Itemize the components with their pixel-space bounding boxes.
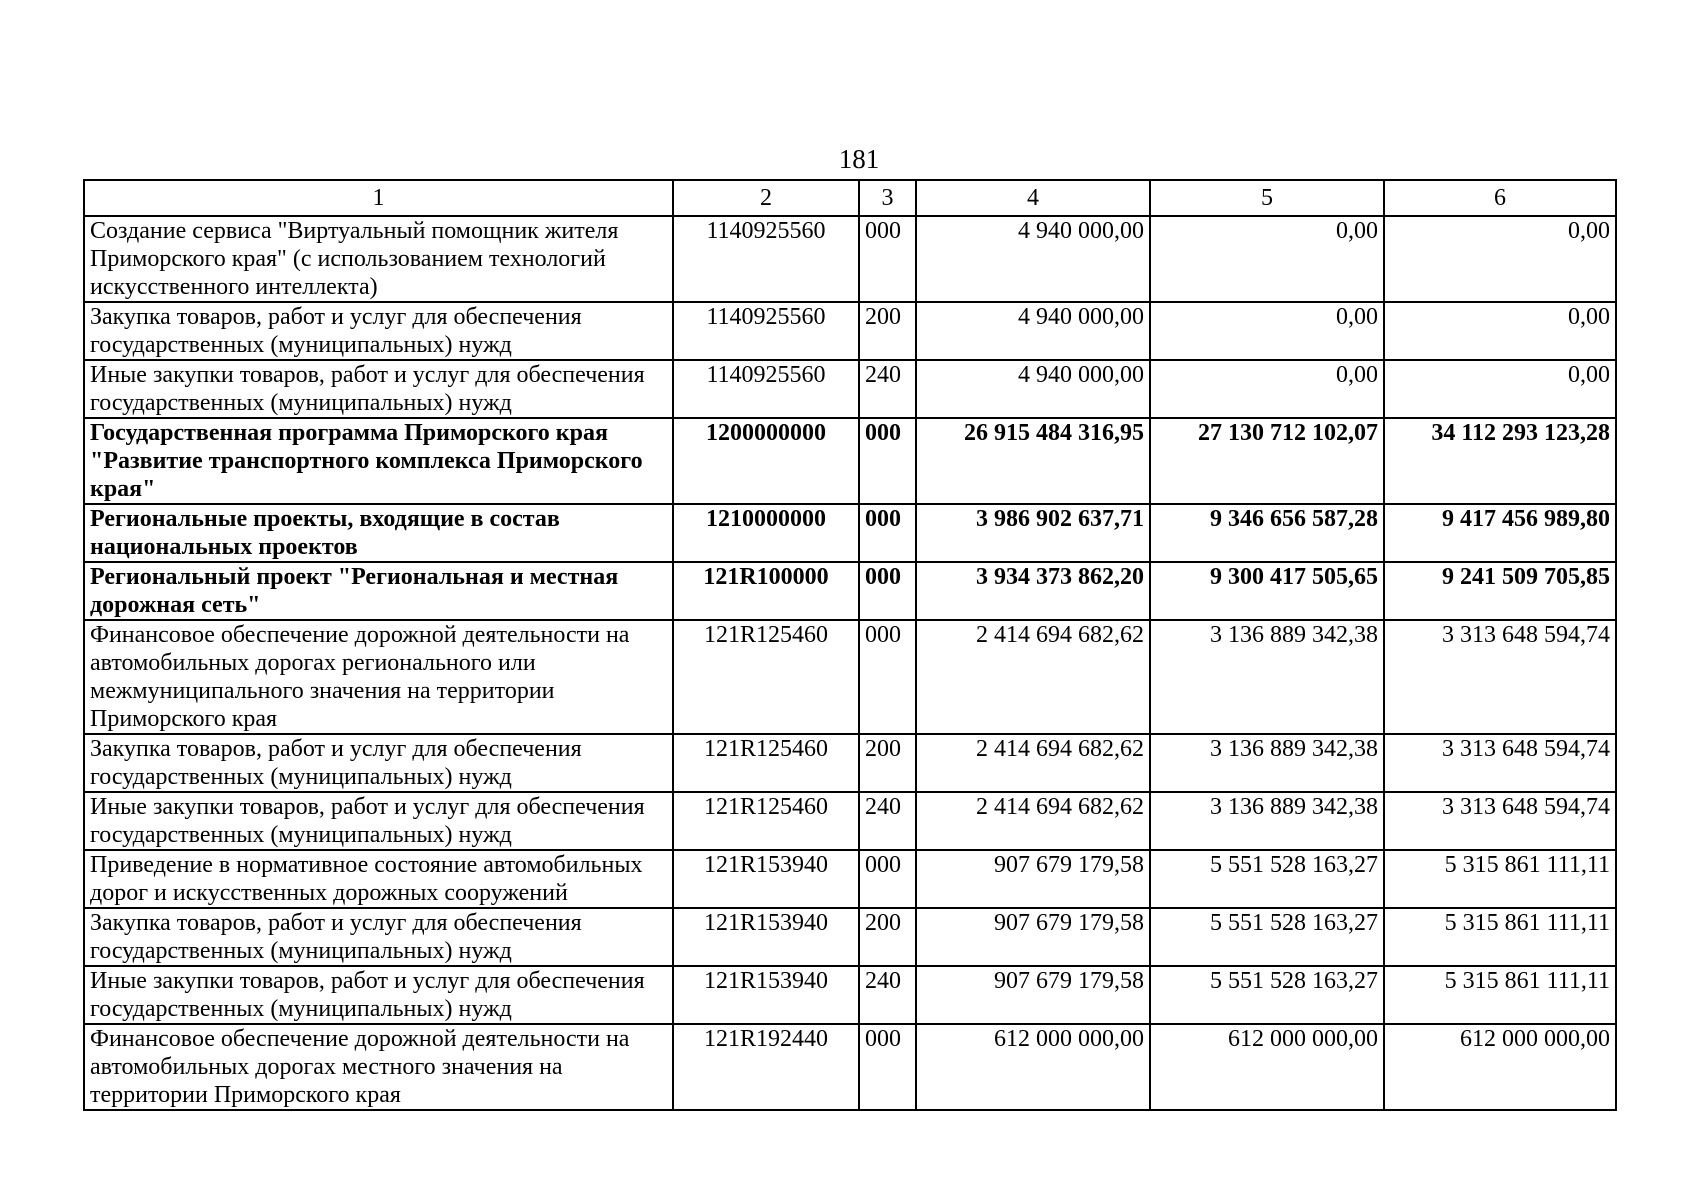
table-header-row [84, 180, 1616, 216]
row-type-cell: 000 [859, 1024, 916, 1110]
row-name-cell: Финансовое обеспечение дорожной деятельности на автомобильных дорогах местного значения на территории Приморского края [84, 1024, 673, 1110]
row-value-col4: 907 679 179,58 [916, 850, 1150, 908]
row-value-col5: 9 346 656 587,28 [1150, 504, 1384, 562]
column-header-3: 3 [859, 180, 916, 216]
row-value-col4: 4 940 000,00 [916, 302, 1150, 360]
row-value-col6: 612 000 000,00 [1384, 1024, 1616, 1110]
column-header-5: 5 [1150, 180, 1384, 216]
row-code-cell: 121R153940 [673, 966, 859, 1024]
table-row [84, 360, 1616, 418]
row-code-cell: 121R192440 [673, 1024, 859, 1110]
row-value-col4: 26 915 484 316,95 [916, 418, 1150, 504]
row-type-cell: 200 [859, 908, 916, 966]
row-type-cell: 000 [859, 216, 916, 302]
row-value-col4: 907 679 179,58 [916, 908, 1150, 966]
table-row [84, 1024, 1616, 1110]
row-value-col6: 3 313 648 594,74 [1384, 792, 1616, 850]
row-type-cell: 200 [859, 734, 916, 792]
page-number: 181 [838, 144, 880, 174]
row-type-cell: 000 [859, 620, 916, 734]
column-header-2: 2 [673, 180, 859, 216]
row-type-cell: 000 [859, 504, 916, 562]
row-type-cell: 240 [859, 360, 916, 418]
column-header-6: 6 [1384, 180, 1616, 216]
table-body [84, 216, 1616, 1110]
table-row [84, 302, 1616, 360]
row-name-cell: Иные закупки товаров, работ и услуг для обеспечения государственных (муниципальных) нужд [84, 792, 673, 850]
row-code-cell: 1140925560 [673, 360, 859, 418]
budget-table [83, 179, 1617, 1111]
row-value-col6: 9 241 509 705,85 [1384, 562, 1616, 620]
row-value-col5: 0,00 [1150, 216, 1384, 302]
row-value-col5: 0,00 [1150, 302, 1384, 360]
row-value-col6: 3 313 648 594,74 [1384, 734, 1616, 792]
row-name-cell: Региональные проекты, входящие в состав национальных проектов [84, 504, 673, 562]
table-row [84, 562, 1616, 620]
column-header-1: 1 [84, 180, 673, 216]
table-row [84, 418, 1616, 504]
row-value-col6: 0,00 [1384, 302, 1616, 360]
table-row [84, 216, 1616, 302]
row-type-cell: 240 [859, 792, 916, 850]
row-value-col4: 2 414 694 682,62 [916, 734, 1150, 792]
row-type-cell: 200 [859, 302, 916, 360]
table-row [84, 504, 1616, 562]
row-name-cell: Региональный проект "Региональная и местная дорожная сеть" [84, 562, 673, 620]
row-code-cell: 1140925560 [673, 216, 859, 302]
row-name-cell: Создание сервиса "Виртуальный помощник жителя Приморского края" (с использованием технологий искусственного интеллекта) [84, 216, 673, 302]
row-name-cell: Государственная программа Приморского края "Развитие транспортного комплекса Приморского края" [84, 418, 673, 504]
row-name-cell: Иные закупки товаров, работ и услуг для обеспечения государственных (муниципальных) нужд [84, 360, 673, 418]
table-row [84, 850, 1616, 908]
row-name-cell: Финансовое обеспечение дорожной деятельности на автомобильных дорогах регионального или межмуниципального значения на территории Приморского края [84, 620, 673, 734]
row-code-cell: 121R153940 [673, 908, 859, 966]
row-value-col4: 907 679 179,58 [916, 966, 1150, 1024]
row-value-col6: 34 112 293 123,28 [1384, 418, 1616, 504]
row-value-col6: 9 417 456 989,80 [1384, 504, 1616, 562]
table-row [84, 734, 1616, 792]
row-value-col6: 5 315 861 111,11 [1384, 908, 1616, 966]
row-code-cell: 121R125460 [673, 620, 859, 734]
row-value-col6: 5 315 861 111,11 [1384, 850, 1616, 908]
table-row [84, 966, 1616, 1024]
row-value-col5: 3 136 889 342,38 [1150, 620, 1384, 734]
row-value-col5: 9 300 417 505,65 [1150, 562, 1384, 620]
row-value-col6: 5 315 861 111,11 [1384, 966, 1616, 1024]
row-code-cell: 1200000000 [673, 418, 859, 504]
row-name-cell: Закупка товаров, работ и услуг для обеспечения государственных (муниципальных) нужд [84, 302, 673, 360]
row-value-col4: 4 940 000,00 [916, 360, 1150, 418]
table-row [84, 620, 1616, 734]
row-code-cell: 1210000000 [673, 504, 859, 562]
row-code-cell: 121R100000 [673, 562, 859, 620]
row-value-col4: 3 986 902 637,71 [916, 504, 1150, 562]
row-value-col4: 4 940 000,00 [916, 216, 1150, 302]
row-value-col5: 3 136 889 342,38 [1150, 734, 1384, 792]
table-row [84, 792, 1616, 850]
row-code-cell: 1140925560 [673, 302, 859, 360]
row-value-col4: 2 414 694 682,62 [916, 792, 1150, 850]
row-type-cell: 240 [859, 966, 916, 1024]
row-value-col5: 27 130 712 102,07 [1150, 418, 1384, 504]
row-value-col5: 612 000 000,00 [1150, 1024, 1384, 1110]
row-name-cell: Приведение в нормативное состояние автомобильных дорог и искусственных дорожных сооружений [84, 850, 673, 908]
row-type-cell: 000 [859, 850, 916, 908]
row-value-col5: 0,00 [1150, 360, 1384, 418]
row-value-col6: 0,00 [1384, 216, 1616, 302]
row-value-col5: 3 136 889 342,38 [1150, 792, 1384, 850]
row-value-col6: 3 313 648 594,74 [1384, 620, 1616, 734]
row-code-cell: 121R125460 [673, 734, 859, 792]
table-row [84, 908, 1616, 966]
row-type-cell: 000 [859, 562, 916, 620]
row-value-col4: 3 934 373 862,20 [916, 562, 1150, 620]
row-name-cell: Иные закупки товаров, работ и услуг для обеспечения государственных (муниципальных) нужд [84, 966, 673, 1024]
row-type-cell: 000 [859, 418, 916, 504]
row-value-col5: 5 551 528 163,27 [1150, 908, 1384, 966]
row-value-col5: 5 551 528 163,27 [1150, 966, 1384, 1024]
row-value-col6: 0,00 [1384, 360, 1616, 418]
row-name-cell: Закупка товаров, работ и услуг для обеспечения государственных (муниципальных) нужд [84, 908, 673, 966]
row-value-col4: 2 414 694 682,62 [916, 620, 1150, 734]
row-code-cell: 121R125460 [673, 792, 859, 850]
row-value-col5: 5 551 528 163,27 [1150, 850, 1384, 908]
column-header-4: 4 [916, 180, 1150, 216]
row-code-cell: 121R153940 [673, 850, 859, 908]
row-name-cell: Закупка товаров, работ и услуг для обеспечения государственных (муниципальных) нужд [84, 734, 673, 792]
row-value-col4: 612 000 000,00 [916, 1024, 1150, 1110]
